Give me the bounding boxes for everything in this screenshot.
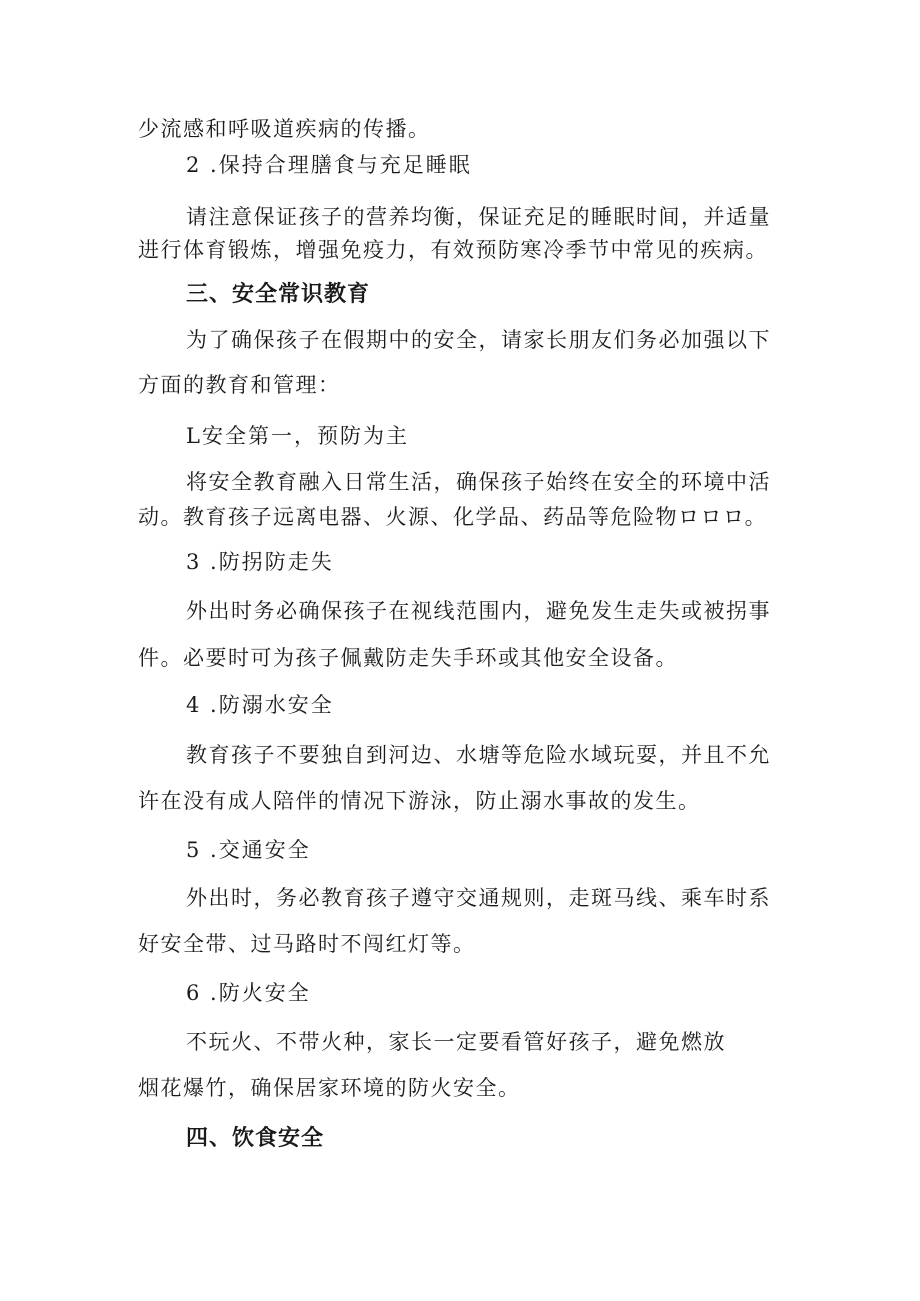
subheading: 2 .保持合理膳食与充足睡眠: [186, 153, 472, 177]
paragraph-line: 请注意保证孩子的营养均衡，保证充足的睡眠时间，并适量: [186, 205, 771, 229]
paragraph-line: 好安全带、过马路时不闯红灯等。: [138, 932, 476, 956]
paragraph-line: 外出时，务必教育孩子遵守交通规则，走斑马线、乘车时系: [186, 886, 771, 910]
subheading: L安全第一，预防为主: [186, 424, 409, 448]
subheading: 4 .防溺水安全: [186, 693, 334, 717]
section-heading: 四、饮食安全: [186, 1126, 325, 1151]
subheading: 6 .防火安全: [186, 981, 311, 1005]
paragraph-line: 不玩火、不带火种，家长一定要看管好孩子，避免燃放: [186, 1030, 726, 1054]
subheading: 3 .防拐防走失: [186, 550, 334, 574]
paragraph-line: 外出时务必确保孩子在视线范围内，避免发生走失或被拐事: [186, 599, 771, 623]
paragraph-line: 件。必要时可为孩子佩戴防走失手环或其他安全设备。: [138, 646, 678, 670]
paragraph-line: 许在没有成人陪伴的情况下游泳，防止溺水事故的发生。: [138, 789, 701, 813]
paragraph-line: 进行体育锻炼，增强免疫力，有效预防寒冷季节中常见的疾病。: [138, 238, 768, 262]
paragraph-line: 烟花爆竹，确保居家环境的防火安全。: [138, 1076, 521, 1100]
paragraph-line: 方面的教育和管理：: [138, 373, 341, 397]
paragraph-line: 少流感和呼吸道疾病的传播。: [138, 117, 431, 141]
subheading: 5 .交通安全: [186, 838, 311, 862]
section-heading: 三、安全常识教育: [186, 282, 371, 307]
paragraph-line: 教育孩子不要独自到河边、水塘等危险水域玩耍，并且不允: [186, 743, 771, 767]
paragraph-line: 将安全教育融入日常生活，确保孩子始终在安全的环境中活: [186, 470, 771, 494]
paragraph-line: 动。教育孩子远离电器、火源、化学品、药品等危险物ロロロ。: [138, 505, 768, 529]
paragraph-line: 为了确保孩子在假期中的安全，请家长朋友们务必加强以下: [186, 328, 771, 352]
